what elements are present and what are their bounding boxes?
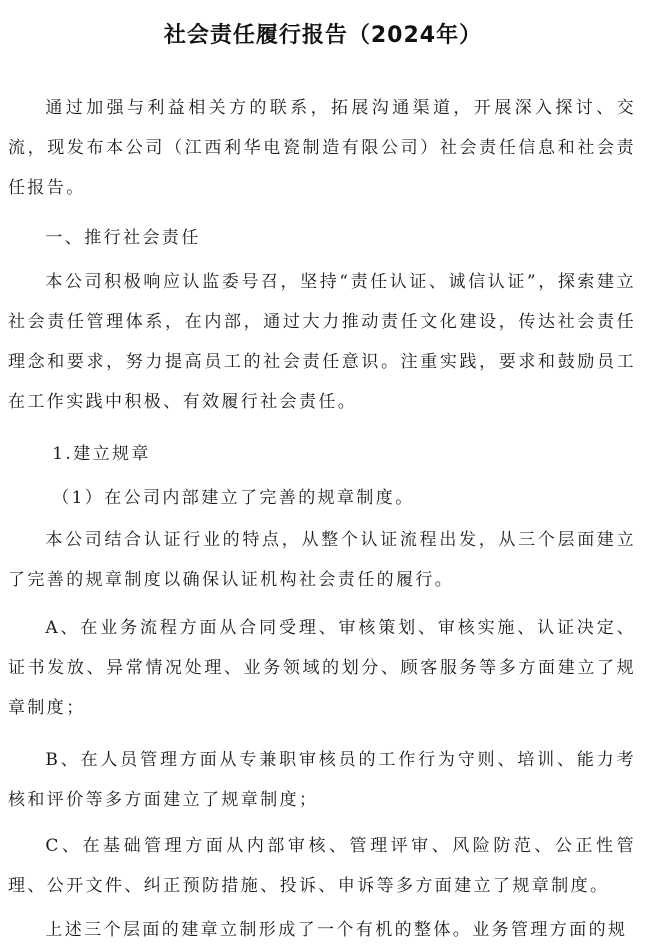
report-title: 社会责任履行报告（2024年） (163, 22, 483, 48)
section-1-paragraph: 本公司积极响应认监委号召，坚持“责任认证、诚信认证”，探索建立社会责任管理体系，在内部，通过大力推动责任文化建设，传达社会责任理念和要求，努力提高员工的社会责任意识。注重实践，要求和鼓励员工在工作实践中积极、有效履行社会责任。 (8, 272, 636, 412)
subsection-heading-1: 1.建立规章 (52, 444, 151, 464)
subsection-item-1: （1）在公司内部建立了完善的规章制度。 (52, 488, 415, 508)
rules-item-a: A、在业务流程方面从合同受理、审核策划、审核实施、认证决定、证书发放、异常情况处理、业务领域的划分、顾客服务等多方面建立了规章制度； (8, 618, 636, 718)
summary-paragraph: 上述三个层面的建章立制形成了一个有机的整体。业务管理方面的规 (45, 920, 628, 940)
intro-paragraph: 通过加强与利益相关方的联系，拓展沟通渠道，开展深入探讨、交流，现发布本公司（江西利华电瓷制造有限公司）社会责任信息和社会责任报告。 (8, 98, 636, 198)
section-heading-1: 一、推行社会责任 (45, 228, 201, 248)
rules-intro-paragraph: 本公司结合认证行业的特点，从整个认证流程出发，从三个层面建立了完善的规章制度以确保认证机构社会责任的履行。 (8, 530, 636, 590)
rules-item-b: B、在人员管理方面从专兼职审核员的工作行为守则、培训、能力考核和评价等多方面建立了规章制度； (8, 750, 636, 810)
rules-item-c: C、在基础管理方面从内部审核、管理评审、风险防范、公正性管理、公开文件、纠正预防措施、投诉、申诉等多方面建立了规章制度。 (8, 836, 636, 896)
